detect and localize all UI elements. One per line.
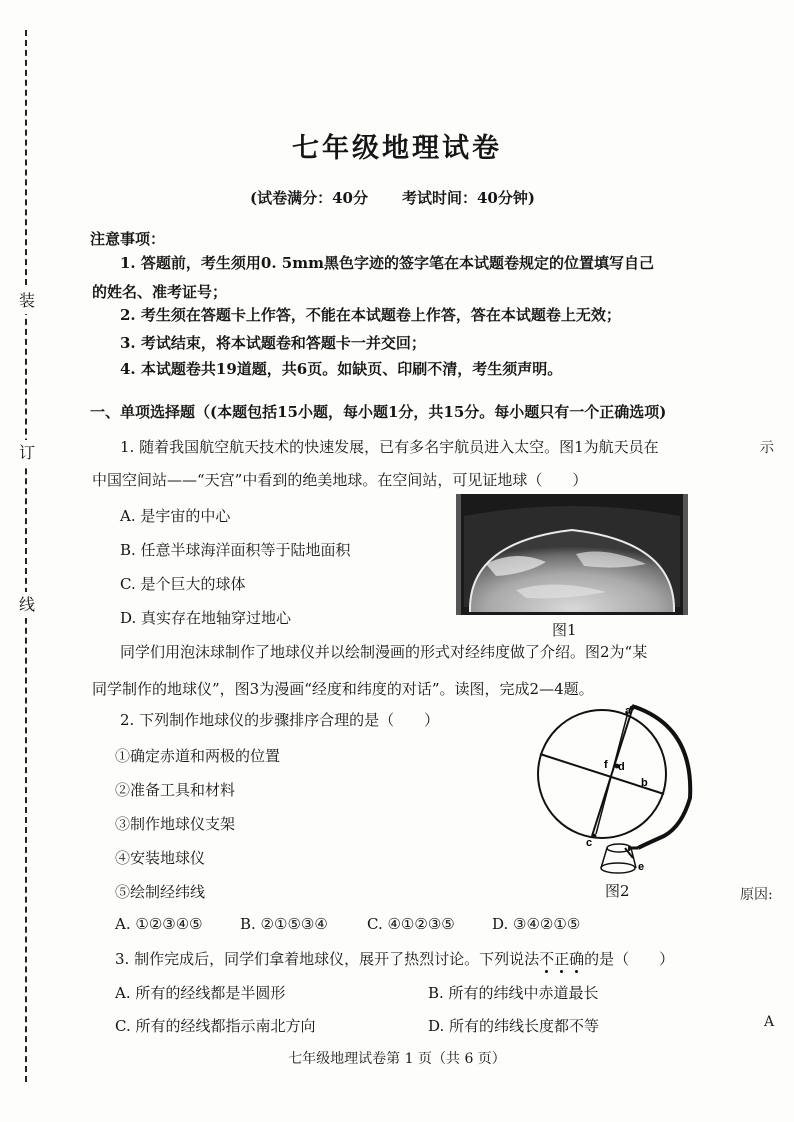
notice-item-4: 4. 本试题卷共19道题，共6页。如缺页、印刷不清，考生须声明。 — [120, 360, 563, 378]
intro-line-2: 同学制作的地球仪”，图3为漫画“经度和纬度的对话”。读图，完成2—4题。 — [92, 680, 594, 698]
emphasis-char-1: 不 — [539, 950, 555, 968]
q2-option-b: B. ②①⑤③④ — [240, 915, 328, 933]
globe-label-b: b — [641, 777, 648, 789]
globe-diagram — [530, 698, 700, 876]
total-score: (试卷满分：40分 — [250, 189, 368, 207]
q3-stem-start: 3. 制作完成后，同学们拿着地球仪，展开了热烈讨论。下列说法 — [115, 950, 540, 968]
q1-option-d: D. 真实存在地轴穿过地心 — [120, 609, 292, 627]
question-2-stem: 2. 下列制作地球仪的步骤排序合理的是（ ） — [120, 711, 440, 729]
exam-time: 考试时间：40分钟) — [401, 189, 535, 207]
binding-dashed-line — [25, 30, 27, 1082]
question-1-line-2: 中国空间站——“天宫”中看到的绝美地球。在空间站，可见证地球（ ） — [92, 471, 588, 489]
q2-step-4: ④安装地球仪 — [115, 849, 206, 867]
binding-mark-middle: 订 — [14, 440, 40, 466]
intro-line-1: 同学们用泡沫球制作了地球仪并以绘制漫画的形式对经纬度做了介绍。图2为“某 — [120, 643, 648, 661]
figure-2-label: 图2 — [605, 882, 630, 900]
binding-mark-top: 装 — [14, 288, 40, 314]
binding-mark-bottom: 线 — [14, 592, 40, 618]
globe-label-e: e — [638, 861, 645, 873]
exam-info — [250, 187, 535, 208]
q1-option-b: B. 任意半球海洋面积等于陆地面积 — [120, 541, 351, 559]
q1-option-c: C. 是个巨大的球体 — [120, 575, 246, 593]
globe-label-f: f — [604, 759, 608, 771]
q3-stem-end: 的是（ ） — [584, 950, 675, 968]
q2-step-1: ①确定赤道和两极的位置 — [115, 747, 281, 765]
q2-step-5: ⑤绘制经纬线 — [115, 883, 206, 901]
q1-option-a: A. 是宇宙的中心 — [120, 507, 231, 525]
section-heading: 一、单项选择题（(本题包括15小题，每小题1分，共15分。每小题只有一个正确选项) — [90, 403, 667, 421]
globe-label-c: c — [586, 837, 593, 849]
notice-item-3: 3. 考试结束，将本试题卷和答题卡一并交回； — [120, 334, 426, 352]
q3-option-d: D. 所有的纬线长度都不等 — [428, 1017, 600, 1035]
earth-photo-illustration — [456, 494, 688, 615]
globe-label-a: a — [625, 705, 632, 717]
edge-text-1: 示 — [760, 440, 774, 456]
q2-option-a: A. ①②③④⑤ — [115, 915, 203, 933]
edge-text-2: 原因: — [740, 887, 773, 903]
edge-text-3: A — [764, 1014, 775, 1030]
q3-option-c: C. 所有的经线都指示南北方向 — [115, 1017, 316, 1035]
q2-step-2: ②准备工具和材料 — [115, 781, 236, 799]
figure-1-label: 图1 — [552, 621, 577, 639]
question-1-line-1: 1. 随着我国航空航天技术的快速发展，已有多名宇航员进入太空。图1为航天员在 — [120, 438, 659, 456]
notice-item-1-cont: 的姓名、准考证号； — [92, 283, 228, 301]
globe-label-d: d — [618, 761, 625, 773]
q3-option-a: A. 所有的经线都是半圆形 — [115, 984, 286, 1002]
page-footer: 七年级地理试卷第 1 页（共 6 页） — [288, 1051, 506, 1067]
q2-option-c: C. ④①②③⑤ — [367, 915, 455, 933]
page-title: 七年级地理试卷 — [292, 133, 502, 164]
notice-item-2: 2. 考生须在答题卡上作答，不能在本试题卷上作答，答在本试题卷上无效； — [120, 306, 621, 324]
emphasis-char-3: 确 — [569, 950, 585, 968]
q2-step-3: ③制作地球仪支架 — [115, 815, 236, 833]
notice-item-1: 1. 答题前，考生须用0. 5mm黑色字迹的签字笔在本试题卷规定的位置填写自己 — [120, 254, 654, 272]
question-3-stem — [115, 948, 674, 969]
q3-option-b: B. 所有的纬线中赤道最长 — [428, 984, 599, 1002]
emphasis-char-2: 正 — [554, 950, 570, 968]
notice-heading: 注意事项： — [90, 230, 166, 248]
earth-from-space-photo — [456, 494, 688, 615]
q2-option-d: D. ③④②①⑤ — [492, 915, 581, 933]
